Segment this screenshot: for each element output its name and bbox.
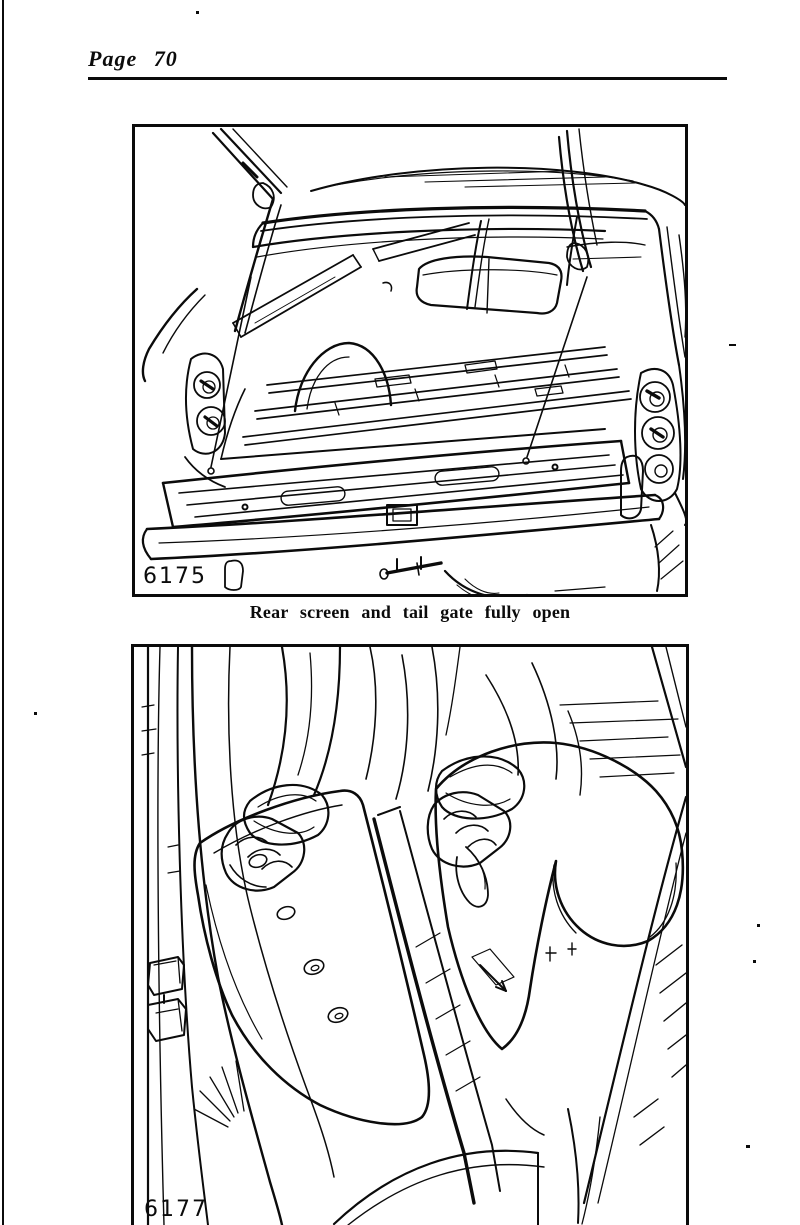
scan-speck xyxy=(757,924,760,927)
figure-number-6175: 6175 xyxy=(143,564,207,589)
figure-caption: Rear screen and tail gate fully open xyxy=(249,602,571,622)
scan-edge-line xyxy=(2,0,4,1225)
cushion-removal-illustration xyxy=(134,647,686,1225)
scan-speck xyxy=(729,344,736,346)
figure-number-6177: 6177 xyxy=(144,1197,208,1222)
page-number: Page 70 xyxy=(88,46,178,71)
scan-speck xyxy=(753,960,756,963)
scan-speck xyxy=(34,712,37,715)
scan-speck xyxy=(196,11,199,14)
figure-6175-frame xyxy=(132,124,688,597)
scan-speck xyxy=(746,1145,750,1148)
tailgate-open-illustration xyxy=(135,127,685,594)
header-rule xyxy=(88,77,727,80)
page-header xyxy=(88,48,738,70)
figure-6177-frame xyxy=(131,644,689,1225)
